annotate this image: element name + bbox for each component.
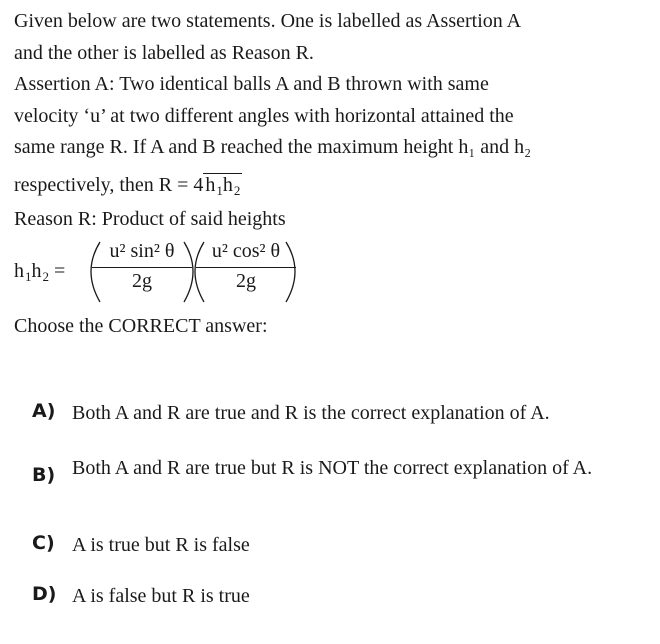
- formula-lhs: $h_1h_2$ =: [14, 260, 66, 284]
- option-label: D): [32, 583, 57, 605]
- option-text: A is false but R is true: [72, 585, 250, 607]
- question-line: Reason R: Product of said heights: [14, 207, 286, 230]
- option-text: Both A and R are true but R is NOT the correct explanation of A.: [72, 457, 593, 479]
- range-prefix: respectively, then R = 4: [14, 173, 204, 196]
- choose-instruction: Choose the CORRECT answer:: [14, 315, 268, 337]
- question-line: same range R. If A and B reached the maximum height h₁ and h₂: [14, 136, 532, 158]
- option-label: B): [32, 464, 56, 486]
- question-line: and the other is labelled as Reason R.: [14, 41, 314, 64]
- option-b[interactable]: [32, 452, 632, 484]
- option-c[interactable]: [32, 529, 632, 561]
- option-label: A): [32, 400, 56, 422]
- question-line-range: [14, 170, 644, 202]
- fraction-sin: u² sin² θ 2g: [92, 240, 192, 293]
- fraction-cos: u² cos² θ 2g: [196, 240, 296, 293]
- question-line: Given below are two statements. One is labelled as Assertion A: [14, 10, 522, 32]
- option-text: A is true but R is false: [72, 534, 250, 556]
- option-label: C): [32, 532, 55, 554]
- question-text: [14, 6, 644, 235]
- option-a[interactable]: [32, 397, 632, 429]
- option-d[interactable]: [32, 580, 632, 612]
- question-line: velocity ‘u’ at two different angles with horizontal attained the: [14, 104, 514, 127]
- sqrt-expression: $h_1h_2$: [203, 173, 242, 202]
- height-product-formula: [14, 236, 314, 306]
- question-line: Assertion A: Two identical balls A and B thrown with same: [14, 73, 489, 95]
- option-text: Both A and R are true and R is the correct explanation of A.: [72, 402, 550, 424]
